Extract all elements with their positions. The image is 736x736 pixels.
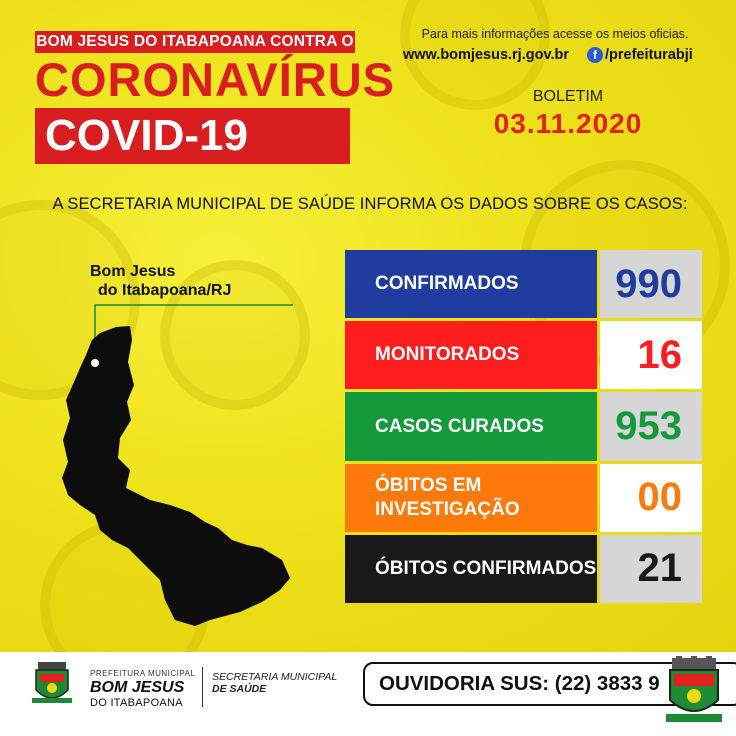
- stats-value: 21: [600, 535, 702, 603]
- secretaria-line1: SECRETARIA MUNICIPAL: [212, 671, 338, 683]
- stats-row: [345, 535, 702, 603]
- intro-text: A SECRETARIA MUNICIPAL DE SAÚDE INFORMA OS DADOS SOBRE OS CASOS:: [52, 195, 688, 213]
- stats-label: ÓBITOS EM INVESTIGAÇÃO: [345, 464, 597, 532]
- title-coronavirus: CORONAVÍRUS: [35, 53, 396, 106]
- header-strip: BOM JESUS DO ITABAPOANA CONTRA O: [35, 31, 355, 53]
- stats-row: [345, 321, 702, 389]
- stats-value: 990: [600, 250, 702, 318]
- prefeitura-name: BOM JESUS: [90, 679, 185, 696]
- bulletin-label: BOLETIM: [532, 88, 604, 105]
- stats-label: CASOS CURADOS: [345, 392, 597, 460]
- location-marker: [90, 358, 100, 368]
- title-covid19: COVID-19: [35, 108, 350, 164]
- stats-label: MONITORADOS: [345, 321, 597, 389]
- bulletin-date: 03.11.2020: [493, 108, 643, 139]
- map-label: [90, 262, 300, 300]
- municipality-shape: [62, 326, 290, 626]
- stats-row: [345, 464, 702, 532]
- facebook-handle: /prefeiturabji: [604, 47, 693, 63]
- stats-label: CONFIRMADOS: [345, 250, 597, 318]
- stats-row: [345, 250, 702, 318]
- prefeitura-label: PREFEITURA MUNICIPAL: [90, 669, 196, 678]
- ouvidoria-box: OUVIDORIA SUS: (22) 3833 9: [363, 662, 736, 706]
- facebook-icon: f: [587, 47, 603, 63]
- city-crest-icon: [664, 656, 724, 728]
- map-label-line2: do Itabapoana/RJ: [98, 282, 232, 299]
- website-link[interactable]: www.bomjesus.rj.gov.br: [403, 47, 569, 63]
- stats-label: ÓBITOS CONFIRMADOS: [345, 535, 597, 603]
- info-text: Para mais informações acesse os meios oficias.: [421, 27, 689, 41]
- stats-value: 00: [600, 464, 702, 532]
- prefeitura-subname: DO ITABAPOANA: [90, 697, 183, 709]
- map-label-line1: Bom Jesus: [90, 263, 176, 280]
- stats-table: [345, 250, 702, 603]
- city-crest-icon: [32, 660, 72, 708]
- stats-value: 953: [600, 392, 702, 460]
- stats-row: [345, 392, 702, 460]
- secretaria-line2: DE SAÚDE: [212, 683, 267, 695]
- footer-divider: [202, 667, 203, 707]
- stats-value: 16: [600, 321, 702, 389]
- secretaria-label: [212, 671, 337, 695]
